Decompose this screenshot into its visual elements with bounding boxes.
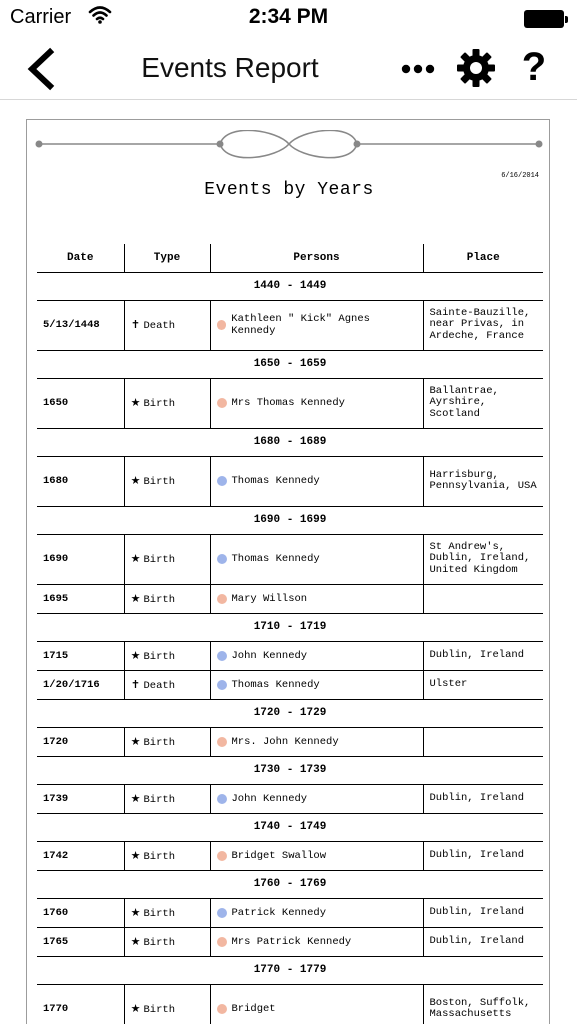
decade-label: 1710 - 1719 (37, 613, 543, 641)
event-place: Dublin, Ireland (423, 927, 543, 956)
star-icon: ★ (130, 650, 141, 663)
event-type: Death (143, 320, 176, 332)
decade-header-row (37, 428, 543, 456)
event-date: 1/20/1716 (37, 670, 124, 699)
star-icon: ★ (130, 907, 141, 920)
star-icon: ★ (130, 793, 141, 806)
event-type: Birth (143, 850, 176, 863)
decade-label: 1680 - 1689 (37, 428, 543, 456)
decade-label: 1740 - 1749 (37, 813, 543, 841)
decade-label: 1760 - 1769 (37, 870, 543, 898)
more-dots-icon (398, 52, 438, 86)
event-date: 1739 (37, 784, 124, 813)
page-title: Events Report (141, 52, 319, 83)
event-place: Dublin, Ireland (423, 898, 543, 927)
event-row (37, 641, 543, 670)
event-type: Birth (143, 476, 176, 488)
event-place: Dublin, Ireland (423, 784, 543, 813)
star-icon: ★ (130, 554, 141, 566)
column-header-date: Date (37, 244, 124, 272)
report-title: Events by Years (204, 180, 374, 200)
event-type-cell (124, 984, 210, 1024)
decade-header-row (37, 870, 543, 898)
event-date: 1720 (37, 727, 124, 756)
event-type-cell (124, 784, 210, 813)
decade-header-row (37, 350, 543, 378)
male-dot-icon (217, 908, 227, 918)
event-row (37, 300, 543, 350)
event-row (37, 534, 543, 584)
decade-label: 1650 - 1659 (37, 350, 543, 378)
navigation-bar (0, 38, 577, 100)
event-date: 1680 (37, 456, 124, 506)
female-dot-icon (217, 937, 227, 947)
decade-header-row (37, 506, 543, 534)
star-icon: ★ (130, 850, 141, 863)
event-date: 1650 (37, 378, 124, 428)
event-type-cell (124, 300, 210, 350)
event-type-cell (124, 584, 210, 613)
event-type: Birth (143, 907, 176, 920)
star-icon: ★ (130, 476, 141, 488)
female-dot-icon (217, 851, 227, 861)
event-place: Harrisburg, Pennsylvania, USA (423, 456, 543, 506)
event-type: Birth (143, 793, 176, 806)
event-date: 1715 (37, 641, 124, 670)
male-dot-icon (217, 476, 227, 486)
event-date: 1690 (37, 534, 124, 584)
star-icon: ★ (130, 936, 141, 949)
event-row (37, 984, 543, 1024)
event-person-cell[interactable] (210, 784, 423, 813)
event-date: 1770 (37, 984, 124, 1024)
carrier-label: Carrier (10, 6, 72, 28)
report-page (26, 119, 550, 1024)
female-dot-icon (217, 594, 227, 604)
event-person-cell[interactable] (210, 378, 423, 428)
event-type-cell (124, 534, 210, 584)
table-header-row (37, 244, 543, 272)
decade-header-row (37, 699, 543, 727)
event-type: Birth (143, 398, 176, 410)
event-place: St Andrew's, Dublin, Ireland, United Kingdom (423, 534, 543, 584)
decade-header-row (37, 613, 543, 641)
person-name[interactable]: Mrs. John Kennedy (231, 735, 339, 748)
decade-header-row (37, 756, 543, 784)
event-place (423, 584, 543, 613)
event-type: Death (143, 679, 176, 692)
decade-header-row (37, 272, 543, 300)
event-person-cell[interactable] (210, 534, 423, 584)
event-row (37, 727, 543, 756)
event-person-cell[interactable] (210, 984, 423, 1024)
event-type: Birth (143, 554, 176, 566)
report-date: 6/16/2014 (501, 172, 539, 180)
female-dot-icon (217, 1004, 227, 1014)
event-type: Birth (143, 593, 176, 606)
event-row (37, 898, 543, 927)
event-person-cell[interactable] (210, 841, 423, 870)
event-place (423, 727, 543, 756)
event-place: Sainte-Bauzille, near Privas, in Ardeche, France (423, 300, 543, 350)
event-type: Birth (143, 650, 176, 663)
more-button[interactable] (398, 52, 438, 86)
event-place: Dublin, Ireland (423, 641, 543, 670)
event-date: 1742 (37, 841, 124, 870)
person-name[interactable]: Thomas Kennedy (231, 475, 320, 487)
event-place: Ulster (423, 670, 543, 699)
event-person-cell[interactable] (210, 898, 423, 927)
person-name[interactable]: Bridget (231, 1003, 276, 1015)
female-dot-icon (217, 320, 227, 330)
cross-icon: ✝ (130, 320, 141, 332)
events-table (37, 244, 543, 1024)
event-person-cell[interactable] (210, 300, 423, 350)
cross-icon: ✝ (130, 679, 141, 692)
event-type-cell (124, 670, 210, 699)
male-dot-icon (217, 680, 227, 690)
event-type: Birth (143, 1004, 176, 1016)
gear-icon (456, 48, 496, 88)
event-row (37, 584, 543, 613)
person-name[interactable]: Thomas Kennedy (231, 678, 320, 691)
person-name[interactable]: John Kennedy (231, 649, 308, 662)
event-person-cell[interactable] (210, 927, 423, 956)
event-type: Birth (143, 936, 176, 949)
star-icon: ★ (130, 736, 141, 749)
event-place: Ballantrae, Ayrshire, Scotland (423, 378, 543, 428)
person-name[interactable]: Mrs Thomas Kennedy (231, 397, 345, 409)
event-type-cell (124, 378, 210, 428)
star-icon: ★ (130, 398, 141, 410)
help-button[interactable] (516, 44, 552, 90)
event-person-cell[interactable] (210, 641, 423, 670)
event-row (37, 927, 543, 956)
event-place: Boston, Suffolk, Massachusetts (423, 984, 543, 1024)
event-person-cell[interactable] (210, 727, 423, 756)
event-row (37, 378, 543, 428)
event-row (37, 456, 543, 506)
event-place: Dublin, Ireland (423, 841, 543, 870)
event-person-cell[interactable] (210, 456, 423, 506)
person-name[interactable]: Thomas Kennedy (231, 553, 320, 565)
event-row (37, 841, 543, 870)
event-row (37, 670, 543, 699)
decade-label: 1440 - 1449 (37, 272, 543, 300)
status-time: 2:34 PM (248, 5, 329, 28)
decade-label: 1720 - 1729 (37, 699, 543, 727)
settings-button[interactable] (456, 48, 496, 88)
decade-header-row (37, 813, 543, 841)
event-type-cell (124, 898, 210, 927)
event-date: 1695 (37, 584, 124, 613)
question-mark-icon: ? (521, 45, 547, 89)
person-name[interactable]: John Kennedy (231, 792, 308, 805)
event-type: Birth (143, 736, 176, 749)
person-name[interactable]: Bridget Swallow (231, 849, 327, 862)
event-row (37, 784, 543, 813)
status-bar (0, 0, 577, 38)
event-type-cell (124, 927, 210, 956)
event-person-cell[interactable] (210, 670, 423, 699)
star-icon: ★ (130, 1004, 141, 1016)
decade-label: 1730 - 1739 (37, 756, 543, 784)
event-type-cell (124, 456, 210, 506)
decade-label: 1770 - 1779 (37, 956, 543, 984)
decade-header-row (37, 956, 543, 984)
event-person-cell[interactable] (210, 584, 423, 613)
column-header-persons: Persons (210, 244, 423, 272)
ornament-divider-icon (27, 130, 550, 170)
event-date: 1765 (37, 927, 124, 956)
battery-icon (524, 10, 568, 28)
event-date: 1760 (37, 898, 124, 927)
male-dot-icon (217, 651, 227, 661)
male-dot-icon (217, 554, 227, 564)
event-type-cell (124, 727, 210, 756)
star-icon: ★ (130, 593, 141, 606)
column-header-type: Type (124, 244, 210, 272)
person-name[interactable]: Patrick Kennedy (231, 906, 327, 919)
person-name[interactable]: Mary Willson (231, 592, 308, 605)
event-date: 5/13/1448 (37, 300, 124, 350)
decade-label: 1690 - 1699 (37, 506, 543, 534)
male-dot-icon (217, 794, 227, 804)
person-name[interactable]: Kathleen " Kick" Agnes Kennedy (231, 313, 370, 337)
column-header-place: Place (423, 244, 543, 272)
event-type-cell (124, 841, 210, 870)
female-dot-icon (217, 737, 227, 747)
person-name[interactable]: Mrs Patrick Kennedy (231, 935, 352, 948)
female-dot-icon (217, 398, 227, 408)
event-type-cell (124, 641, 210, 670)
